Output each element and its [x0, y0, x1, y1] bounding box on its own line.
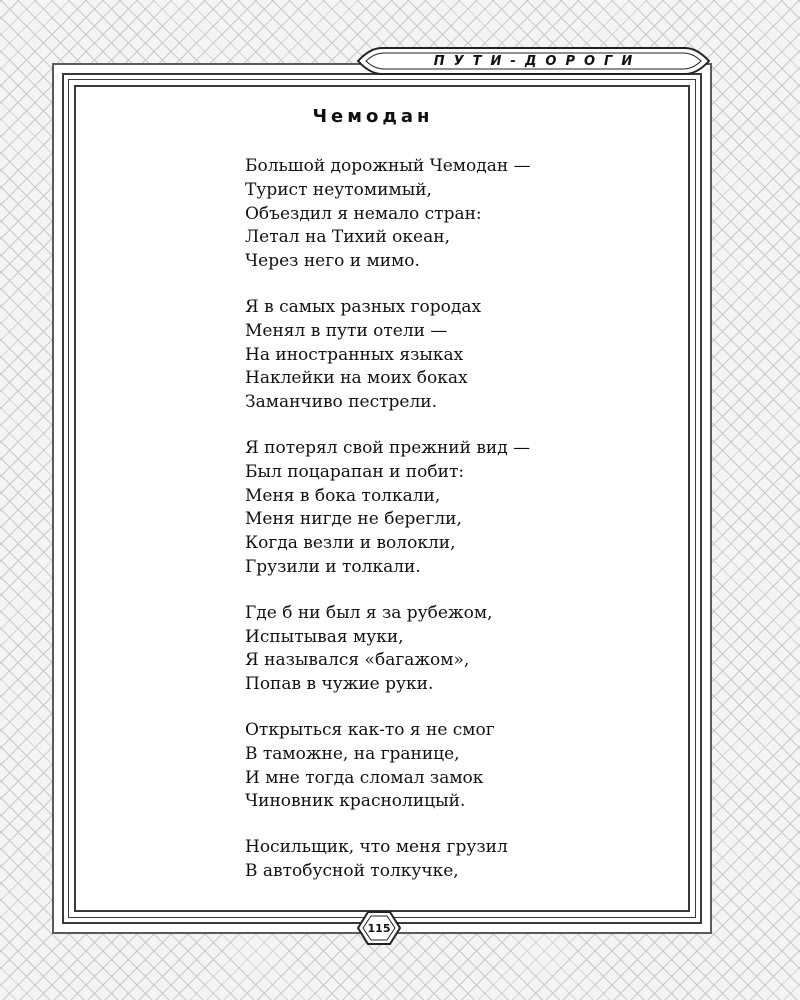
poem-line: Меня в бока толкали,	[245, 485, 441, 506]
poem-line: Я в самых разных городах	[245, 296, 482, 317]
poem-line: Был поцарапан и побит:	[245, 461, 465, 482]
poem-line: Носильщик, что меня грузил	[245, 837, 508, 858]
poem-line: Испытывая муки,	[245, 626, 404, 647]
poem-line: Где б ни был я за рубежом,	[245, 602, 493, 623]
stanza	[245, 296, 665, 415]
stanza	[245, 719, 665, 814]
poem-line: Через него и мимо.	[245, 251, 420, 272]
stanza	[245, 437, 665, 580]
poem-line: Открыться как-то я не смог	[245, 719, 495, 740]
poem-line: Наклейки на моих боках	[245, 368, 468, 389]
poem-line: Турист неутомимый,	[245, 179, 432, 200]
stanza	[245, 602, 665, 697]
poem-line: Большой дорожный Чемодан —	[245, 156, 531, 176]
page-number-badge	[356, 908, 402, 948]
poem-line: В автобусной толкучке,	[245, 860, 459, 881]
section-header-tab	[356, 46, 711, 76]
poem-line: Летал на Тихий океан,	[245, 227, 450, 248]
poem-line: Попав в чужие руки.	[245, 674, 434, 695]
poem-line: Когда везли и волокли,	[245, 533, 456, 554]
poem-body	[245, 155, 665, 905]
poem-line: Заманчиво пестрели.	[245, 392, 437, 413]
poem-line: Чиновник краснолицый.	[245, 791, 466, 812]
section-title: ПУТИ-ДОРОГИ	[433, 54, 642, 69]
poem-line: На иностранных языках	[245, 344, 464, 365]
poem-line: Менял в пути отели —	[245, 320, 448, 341]
poem-line: Грузили и толкали.	[245, 556, 421, 577]
stanza	[245, 836, 665, 884]
poem-line: Я потерял свой прежний вид —	[245, 437, 531, 458]
poem-line: Я назывался «багажом»,	[245, 650, 470, 671]
poem-line: Меня нигде не берегли,	[245, 509, 462, 530]
page-content	[80, 85, 684, 905]
stanza	[245, 155, 665, 274]
poem-line: И мне тогда сломал замок	[245, 767, 484, 788]
poem-title: Чемодан	[312, 106, 434, 127]
page-number: 115	[367, 922, 391, 935]
poem-line: В таможне, на границе,	[245, 743, 460, 764]
poem-line: Объездил я немало стран:	[245, 203, 482, 224]
